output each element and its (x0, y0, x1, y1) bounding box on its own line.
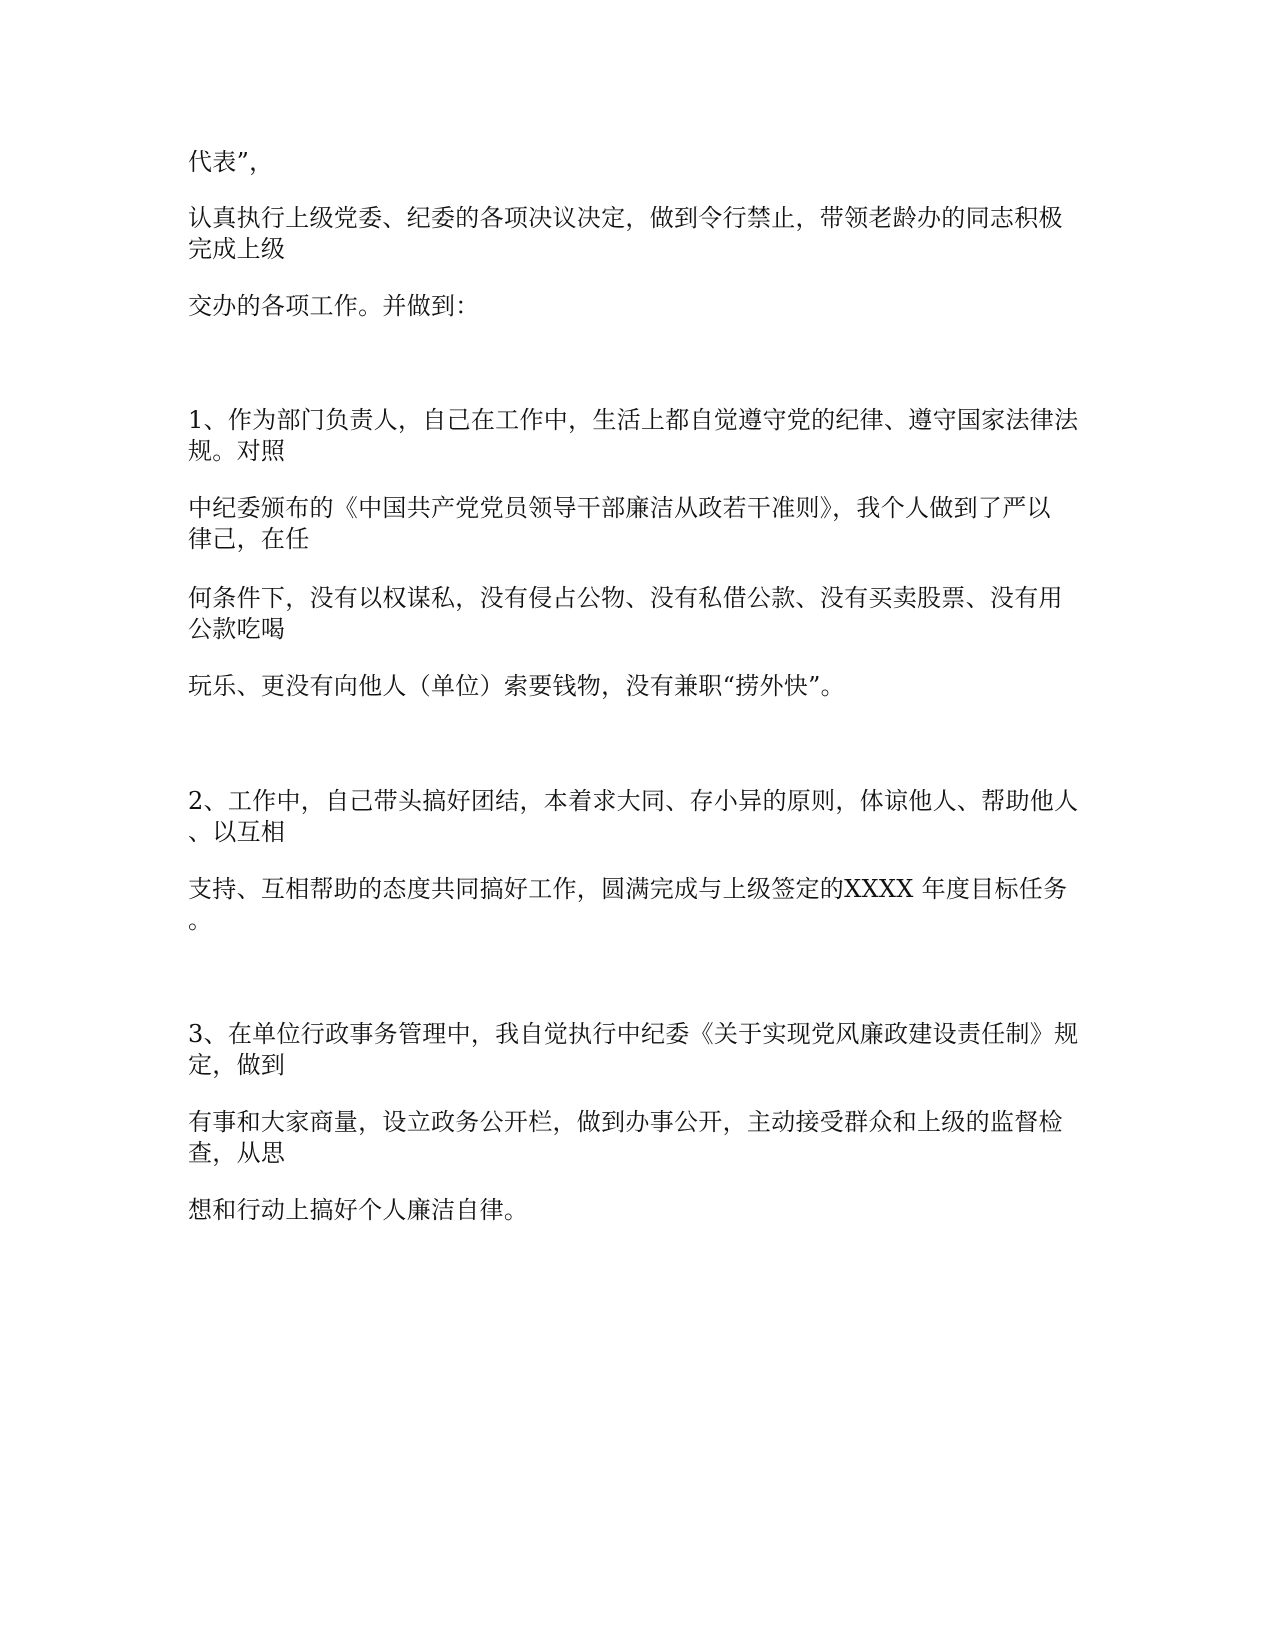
text-line: 1、作为部门负责人，自己在工作中，生活上都自觉遵守党的纪律、遵守国家法律法 (188, 406, 1079, 434)
text-line: 支持、互相帮助的态度共同搞好工作，圆满完成与上级签定的XXXX 年度目标任务 (188, 875, 1068, 903)
text-line: 律己，在任 (188, 525, 310, 553)
text-line: 查，从思 (188, 1139, 286, 1167)
text-line: 定，做到 (188, 1051, 286, 1079)
text-line: 交办的各项工作。并做到： (188, 292, 480, 320)
text-line: 公款吃喝 (188, 615, 286, 643)
text-line: 何条件下，没有以权谋私，没有侵占公物、没有私借公款、没有买卖股票、没有用 (188, 584, 1063, 612)
text-line: 想和行动上搞好个人廉洁自律。 (188, 1196, 529, 1224)
text-line: 2、工作中，自己带头搞好团结，本着求大同、存小异的原则，体谅他人、帮助他人 (188, 787, 1079, 815)
text-line: 玩乐、更没有向他人（单位）索要钱物，没有兼职“捞外快”。 (188, 672, 845, 700)
text-line: 有事和大家商量，设立政务公开栏，做到办事公开，主动接受群众和上级的监督检 (188, 1108, 1063, 1136)
text-line: 认真执行上级党委、纪委的各项决议决定，做到令行禁止，带领老龄办的同志积极 (188, 204, 1063, 232)
text-line: 中纪委颁布的《中国共产党党员领导干部廉洁从政若干准则》，我个人做到了严以 (188, 494, 1051, 522)
text-line: 规。对照 (188, 437, 286, 465)
text-line: 完成上级 (188, 235, 286, 263)
text-line: 、以互相 (188, 818, 286, 846)
text-line: 代表”， (188, 148, 274, 176)
text-line: 3、在单位行政事务管理中，我自觉执行中纪委《关于实现党风廉政建设责任制》规 (188, 1020, 1079, 1048)
text-line: 。 (188, 906, 213, 934)
